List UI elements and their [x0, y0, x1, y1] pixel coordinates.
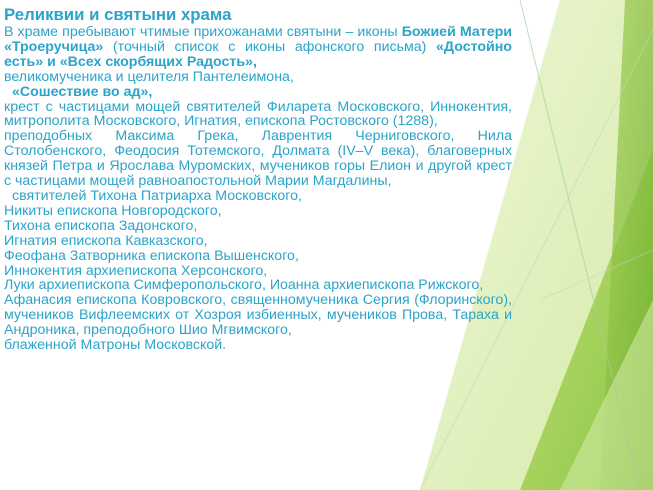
icon-troeruchitsa-note: (точный список с иконы афонского письма): [112, 38, 427, 55]
saint-tikhon-patriarch: святителей Тихона Патриарха Московского,: [12, 187, 302, 204]
cross-relics-2: преподобных Максима Грека, Лаврентия Черниговского, Нила Столобенского, Феодосия Тотемского, Долмата (IV–V века), благоверных князей Петра и Ярослава Муромских, мучеников горы Елион и другой крест с частицами мощей равноапостольной Марии Магдалины,: [4, 128, 512, 190]
icon-soshestvie: «Сошествие во ад»,: [12, 83, 153, 100]
saint-ignatius: Игнатия епископа Кавказского,: [4, 232, 208, 249]
saint-matrona: блаженной Матроны Московской.: [4, 337, 227, 354]
cross-relics-1: крест с частицами мощей святителей Филарета Московского, Иннокентия, митрополита Московского, Игнатия, епископа Ростовского (1288),: [4, 98, 512, 130]
saint-tikhon-zadonsky: Тихона епископа Задонского,: [4, 217, 198, 234]
slide-title: Реликвии и святыни храма: [4, 5, 232, 24]
icon-dostoino-est: «Достойно есть» и «Всех скорбящих Радость»,: [4, 38, 512, 70]
icon-troeruchitsa: Божией Матери «Троеручица»: [4, 24, 512, 55]
intro-text: В храме пребывают чтимые прихожанами святыни – иконы: [4, 24, 398, 40]
text-content: [4, 5, 512, 353]
icons-paragraph: [4, 25, 512, 70]
saint-afanasy: Афанасия епископа Ковровского, священномученика Сергия (Флоринского), мучеников Вифлеемских от Хозроя избиенных, мучеников Прова, Тараха и Андроника, преподобного Шио Мгвимского,: [4, 292, 512, 339]
icon-panteleimon: великомученика и целителя Пантелеимона,: [4, 68, 294, 85]
saint-nikita: Никиты епископа Новгородского,: [4, 202, 222, 219]
saint-luka: Луки архиепископа Симферопольского, Иоанна архиепископа Рижского,: [4, 277, 484, 294]
saint-innokenty: Иннокентия архиепископа Херсонского,: [4, 262, 268, 279]
saint-feofan: Феофана Затворника епископа Вышенского,: [4, 247, 299, 264]
